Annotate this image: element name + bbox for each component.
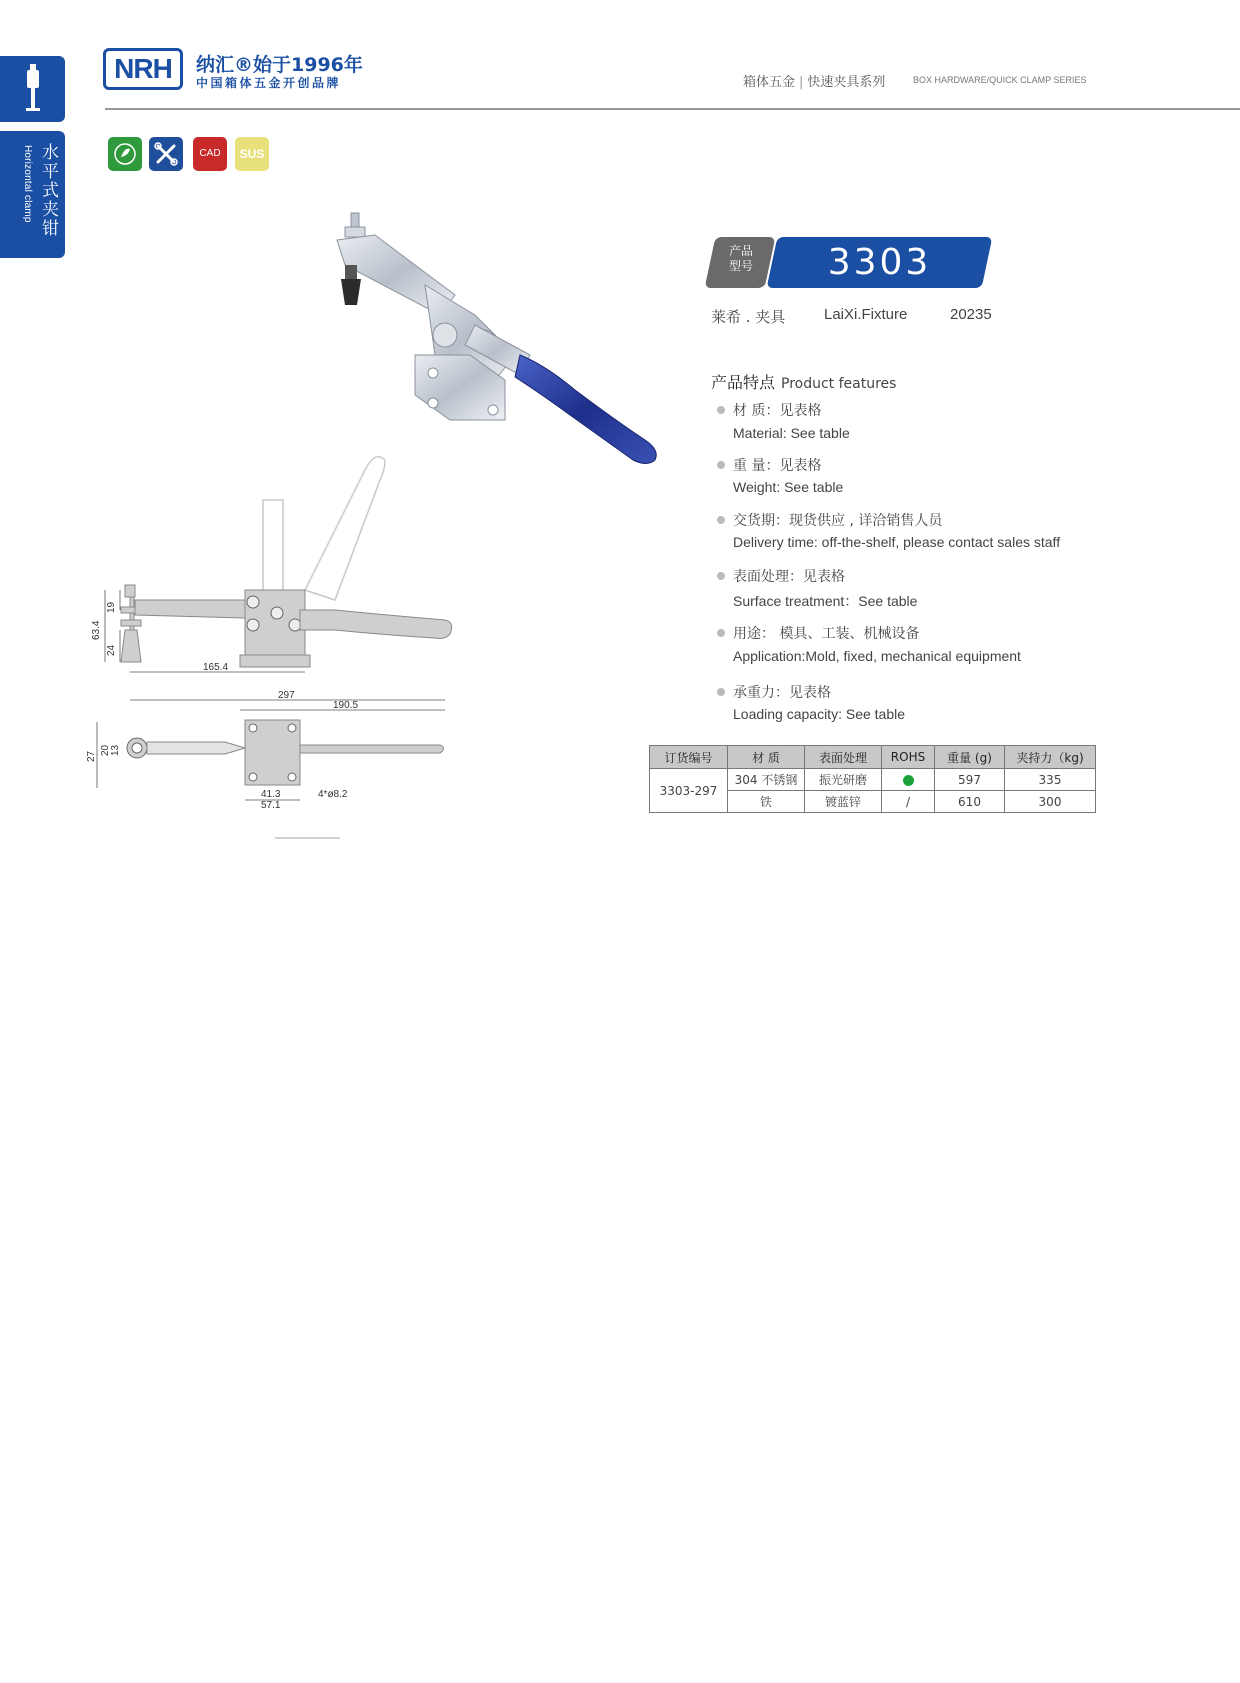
dim-20: 20 [100, 744, 111, 756]
eco-badge [108, 137, 142, 171]
feature-material-cn: 材 质：见表格 [733, 403, 822, 419]
feature-surface-en: Surface treatment：See table [733, 593, 918, 609]
dim-holes: 4*ø8.2 [318, 789, 348, 800]
category-quick-clamp: 快速夹具系列 [807, 75, 886, 90]
spec-table [649, 745, 1096, 813]
feature-weight-en: Weight: See table [733, 479, 844, 495]
sidebar-tab-icon[interactable] [0, 56, 65, 122]
tools-badge [149, 137, 183, 171]
feature-material-en: Material: See table [733, 425, 850, 441]
features-title-cn: 产品特点 [711, 373, 776, 392]
header-category: 箱体五金 | 快速夹具系列 [743, 75, 886, 90]
dim-19: 19 [106, 601, 117, 613]
dim-57-1: 57.1 [261, 800, 281, 811]
rohs-green-dot-icon [903, 775, 914, 786]
dim-297: 297 [278, 690, 295, 701]
model-tag-line2: 型号 [728, 259, 753, 273]
feature-capacity-cn: 承重力：见表格 [733, 685, 831, 701]
feature-surface-cn: 表面处理：见表格 [733, 569, 845, 585]
th-weight: 重量 (g) [935, 746, 1005, 769]
surface-cell: 镀蓝锌 [805, 791, 882, 813]
th-force: 夹持力（kg) [1005, 746, 1096, 769]
table-header-row [650, 746, 1096, 769]
top-view [86, 690, 445, 838]
feature-weight-cn: 重 量：见表格 [733, 458, 822, 474]
feature-application-cn: 用途： 模具、工装、机械设备 [733, 626, 920, 642]
brand-en: LaiXi.Fixture [824, 306, 908, 323]
feature-application-en: Application:Mold, fixed, mechanical equipment [733, 648, 1021, 664]
rohs-cell [882, 769, 935, 791]
brand-slogan: 纳汇®始于1996年 [196, 54, 363, 76]
material-cell: 304 不锈钢 [728, 769, 805, 791]
weight-cell: 610 [935, 791, 1005, 813]
feature-delivery-cn: 交货期：现货供应 , 详洽销售人员 [733, 513, 943, 529]
feature-delivery-en: Delivery time: off-the-shelf, please contact sales staff [733, 534, 1061, 550]
dim-24: 24 [106, 644, 117, 656]
model-number: 3303 [827, 242, 932, 283]
header-divider [105, 108, 1240, 110]
sidebar-label-en: Horizontal clamp [22, 145, 33, 223]
product-code: 20235 [950, 306, 992, 323]
technical-drawing [85, 450, 485, 840]
dim-63-4: 63.4 [91, 620, 102, 640]
header-category-en: BOX HARDWARE/QUICK CLAMP SERIES [913, 75, 1087, 85]
brand-cn: 莱希 . 夹具 [711, 308, 786, 326]
weight-cell: 597 [935, 769, 1005, 791]
sidebar-label-cn: 水平式夹钳 [38, 143, 58, 238]
features-title-en: Product features [781, 376, 897, 392]
feature-capacity-en: Loading capacity: See table [733, 706, 906, 722]
bullet-icon [717, 572, 725, 580]
bullet-icon [717, 406, 725, 414]
table-row [650, 769, 1096, 791]
th-order-no: 订货编号 [650, 746, 728, 769]
th-material: 材 质 [728, 746, 805, 769]
bullet-icon [717, 516, 725, 524]
side-view [91, 585, 452, 673]
brand-tagline: 中国箱体五金开创品牌 [196, 76, 342, 90]
nrh-logo: NRH [103, 48, 183, 90]
leaf-icon [108, 137, 142, 171]
clamp-icon [0, 56, 65, 122]
force-cell: 335 [1005, 769, 1096, 791]
force-cell: 300 [1005, 791, 1096, 813]
dim-27: 27 [86, 750, 97, 762]
dim-13: 13 [110, 744, 121, 756]
model-tag-line1: 产品 [728, 244, 753, 258]
order-no-cell: 3303-297 [650, 769, 728, 813]
sus-badge: SUS [235, 137, 269, 171]
model-tag-label [721, 244, 761, 274]
surface-cell: 振光研磨 [805, 769, 882, 791]
category-box-hardware: 箱体五金 [743, 75, 796, 90]
material-cell: 铁 [728, 791, 805, 813]
bullet-icon [717, 629, 725, 637]
dim-190-5: 190.5 [333, 700, 359, 711]
rohs-cell: / [882, 791, 935, 813]
th-rohs: ROHS [882, 746, 935, 769]
tools-icon [149, 137, 183, 171]
th-surface: 表面处理 [805, 746, 882, 769]
dim-165-4: 165.4 [203, 662, 229, 673]
dim-41-3: 41.3 [261, 789, 281, 800]
cad-badge: CAD [193, 137, 227, 171]
bullet-icon [717, 461, 725, 469]
bullet-icon [717, 688, 725, 696]
features-title [711, 370, 896, 393]
